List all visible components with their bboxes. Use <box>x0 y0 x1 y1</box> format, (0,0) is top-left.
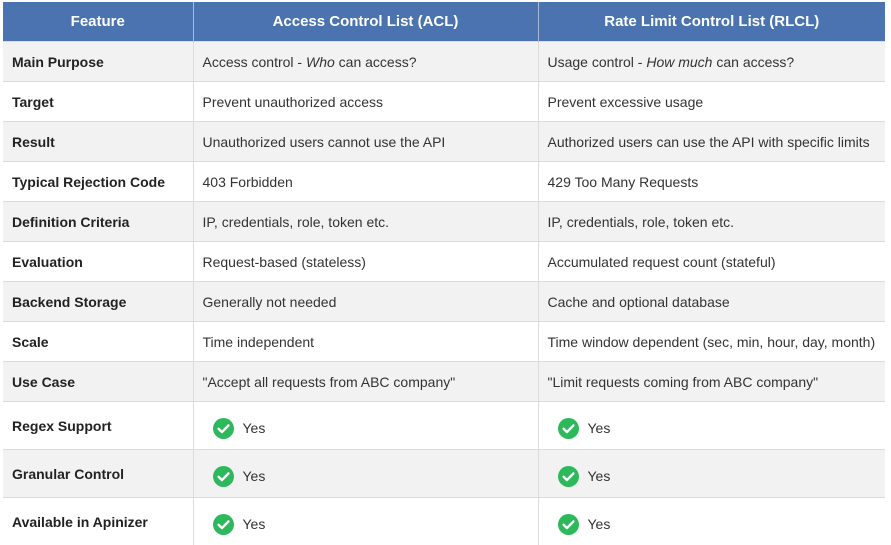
table-row <box>3 162 885 202</box>
feature-label: Backend Storage <box>3 282 193 322</box>
rlcl-value <box>538 402 885 450</box>
check-circle-icon <box>558 418 579 439</box>
rlcl-value <box>538 450 885 498</box>
feature-label: Target <box>3 82 193 122</box>
feature-label: Granular Control <box>3 450 193 498</box>
rlcl-value: 429 Too Many Requests <box>538 162 885 202</box>
acl-value: IP, credentials, role, token etc. <box>193 202 538 242</box>
rlcl-value: Authorized users can use the API with specific limits <box>538 122 885 162</box>
header-acl: Access Control List (ACL) <box>193 2 538 42</box>
feature-label: Evaluation <box>3 242 193 282</box>
table-row <box>3 202 885 242</box>
header-feature: Feature <box>3 2 193 42</box>
rlcl-value <box>538 498 885 545</box>
feature-label: Main Purpose <box>3 42 193 82</box>
yes-label: Yes <box>243 420 266 436</box>
yes-label: Yes <box>243 516 266 532</box>
yes-label: Yes <box>588 516 611 532</box>
acl-value: Time independent <box>193 322 538 362</box>
comparison-table <box>3 2 885 545</box>
feature-label: Scale <box>3 322 193 362</box>
acl-value <box>193 402 538 450</box>
header-rlcl: Rate Limit Control List (RLCL) <box>538 2 885 42</box>
check-circle-icon <box>213 418 234 439</box>
header-row <box>3 2 885 42</box>
yes-label: Yes <box>243 468 266 484</box>
check-circle-icon <box>558 514 579 535</box>
feature-label: Definition Criteria <box>3 202 193 242</box>
table-row <box>3 498 885 545</box>
table-row <box>3 322 885 362</box>
table-row <box>3 82 885 122</box>
table-row <box>3 42 885 82</box>
acl-value: Unauthorized users cannot use the API <box>193 122 538 162</box>
yes-label: Yes <box>588 420 611 436</box>
acl-value: Prevent unauthorized access <box>193 82 538 122</box>
acl-value: Access control - Who can access? <box>193 42 538 82</box>
rlcl-value: Prevent excessive usage <box>538 82 885 122</box>
rlcl-value: "Limit requests coming from ABC company" <box>538 362 885 402</box>
check-circle-icon <box>213 514 234 535</box>
acl-value: Generally not needed <box>193 282 538 322</box>
table-row <box>3 242 885 282</box>
acl-value <box>193 498 538 545</box>
feature-label: Use Case <box>3 362 193 402</box>
table-row <box>3 282 885 322</box>
feature-label: Available in Apinizer <box>3 498 193 545</box>
check-circle-icon <box>558 466 579 487</box>
table-row <box>3 122 885 162</box>
table-row <box>3 402 885 450</box>
table-row <box>3 450 885 498</box>
acl-value <box>193 450 538 498</box>
check-circle-icon <box>213 466 234 487</box>
table-row <box>3 362 885 402</box>
rlcl-value: Usage control - How much can access? <box>538 42 885 82</box>
acl-value: Request-based (stateless) <box>193 242 538 282</box>
acl-value: "Accept all requests from ABC company" <box>193 362 538 402</box>
rlcl-value: IP, credentials, role, token etc. <box>538 202 885 242</box>
feature-label: Typical Rejection Code <box>3 162 193 202</box>
yes-label: Yes <box>588 468 611 484</box>
feature-label: Result <box>3 122 193 162</box>
rlcl-value: Cache and optional database <box>538 282 885 322</box>
rlcl-value: Time window dependent (sec, min, hour, day, month) <box>538 322 885 362</box>
feature-label: Regex Support <box>3 402 193 450</box>
table-body <box>3 42 885 545</box>
rlcl-value: Accumulated request count (stateful) <box>538 242 885 282</box>
acl-value: 403 Forbidden <box>193 162 538 202</box>
